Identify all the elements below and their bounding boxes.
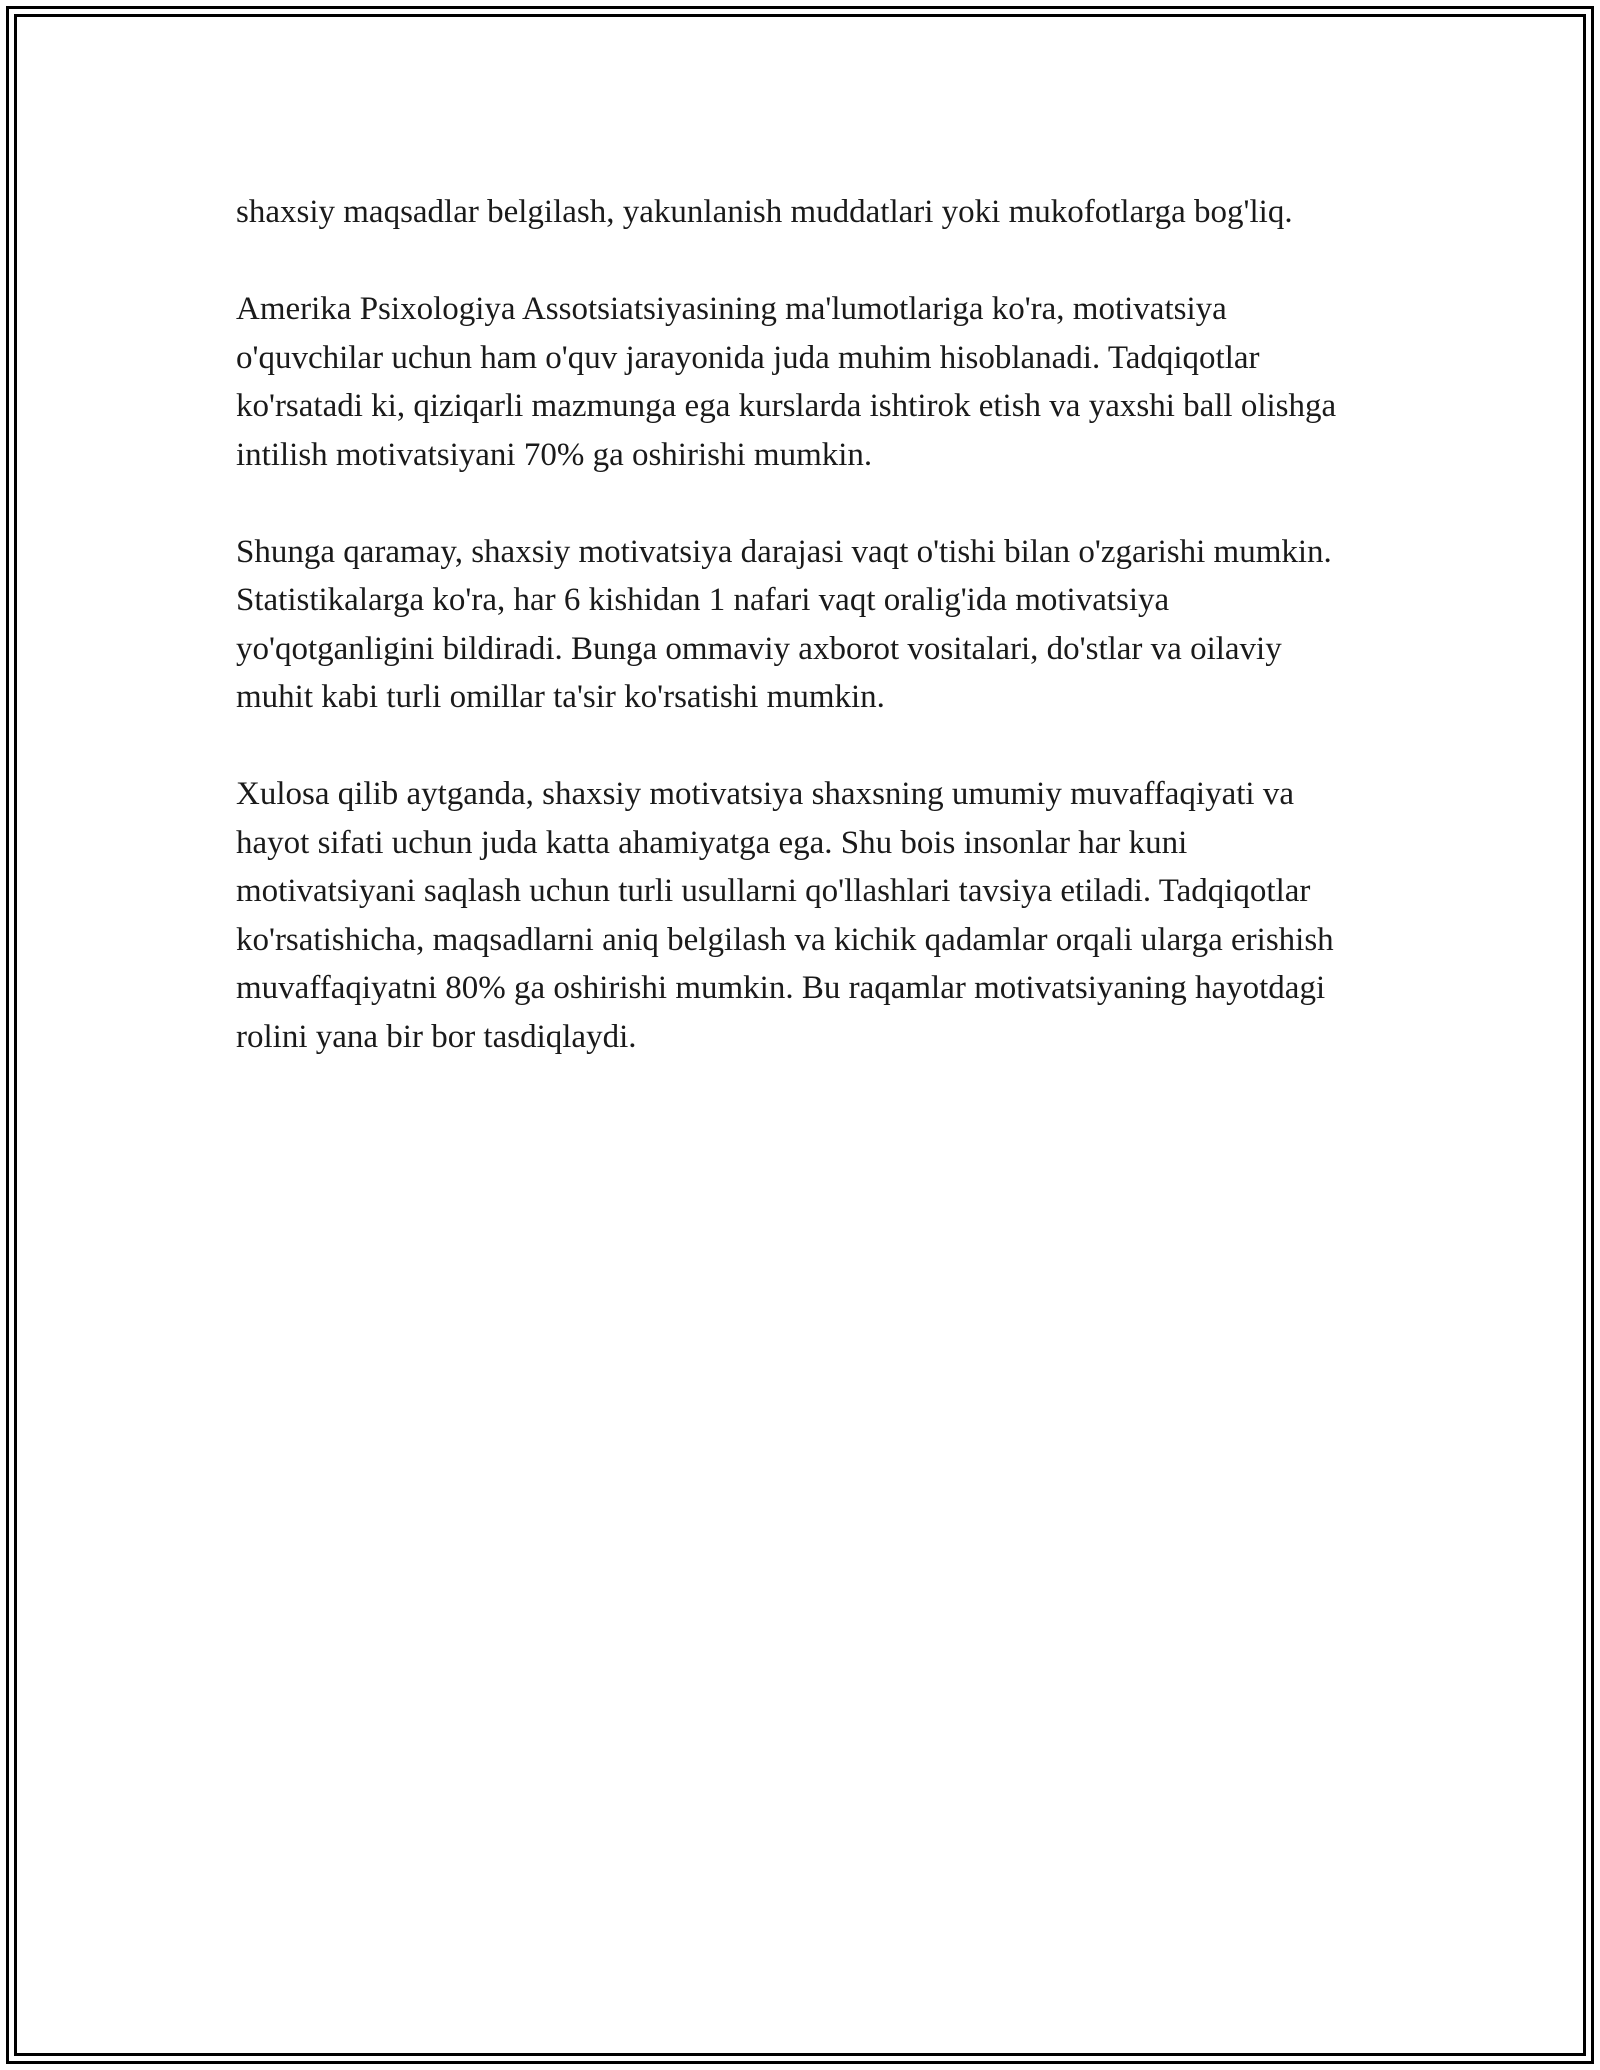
paragraph: shaxsiy maqsadlar belgilash, yakunlanish muddatlari yoki mukofotlarga bog'liq. bbox=[236, 194, 1293, 230]
paragraph: Shunga qaramay, shaxsiy motivatsiya darajasi vaqt o'tishi bilan o'zgarishi mumkin. Statistikalarga ko'ra, har 6 kishidan 1 nafari vaqt oralig'ida motivatsiya yo'qotganligini bildiradi. Bunga ommaviy axborot vositalari, do'stlar va oilaviy muhit kabi turli omillar ta'sir ko'rsatishi mumkin. bbox=[236, 533, 1332, 715]
paragraph: Amerika Psixologiya Assotsiatsiyasining ma'lumotlariga ko'ra, motivatsiya o'quvchilar uchun ham o'quv jarayonida juda muhim hisoblanadi. Tadqiqotlar ko'rsatadi ki, qiziqarli mazmunga ega kurslarda ishtirok etish va yaxshi ball olishga intilish motivatsiyani 70% ga oshirishi mumkin. bbox=[236, 291, 1337, 473]
document-body bbox=[236, 188, 1366, 1110]
paragraph: Xulosa qilib aytganda, shaxsiy motivatsiya shaxsning umumiy muvaffaqiyati va hayot sifati uchun juda katta ahamiyatga ega. Shu bois insonlar har kuni motivatsiyani saqlash uchun turli usullarni qo'llashlari tavsiya etiladi. Tadqiqotlar ko'rsatishicha, maqsadlarni aniq belgilash va kichik qadamlar orqali ularga erishish muvaffaqiyatni 80% ga oshirishi mumkin. Bu raqamlar motivatsiyaning hayotdagi rolini yana bir bor tasdiqlaydi. bbox=[236, 776, 1334, 1055]
